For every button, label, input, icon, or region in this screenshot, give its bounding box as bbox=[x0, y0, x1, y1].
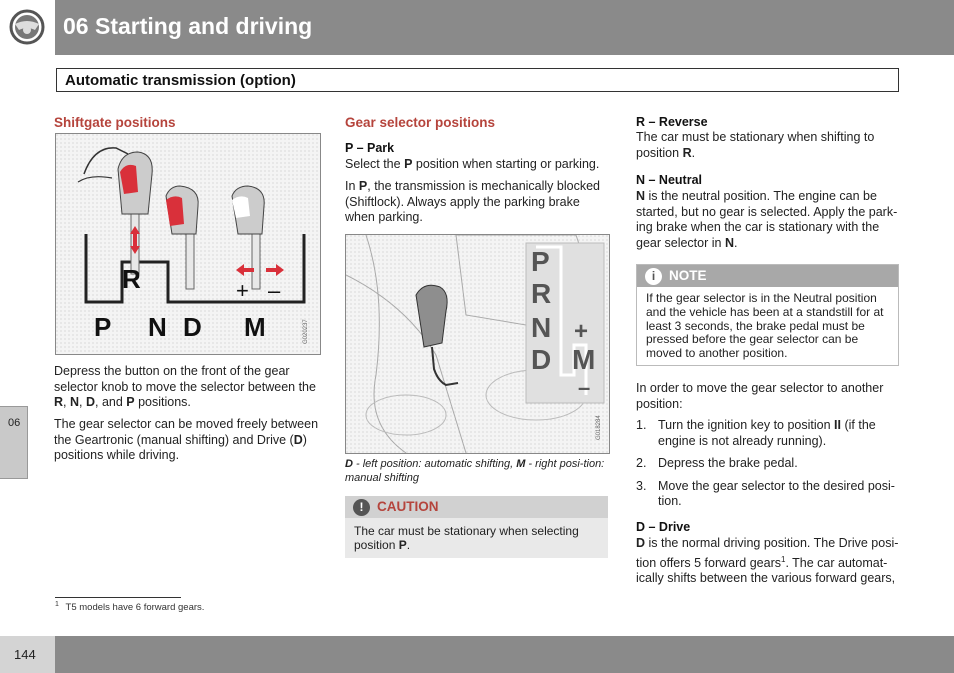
info-icon: i bbox=[645, 268, 662, 285]
drive-text: D is the normal driving position. The Drive posi-tion offers 5 forward gears$^1$. The car automat-ically shifts between the various forward gears, bbox=[636, 536, 899, 586]
selector-manual-plus: + bbox=[574, 318, 589, 345]
volvo-logo bbox=[0, 0, 55, 55]
selector-manual-minus: – bbox=[578, 375, 591, 400]
note-header bbox=[637, 265, 898, 287]
neutral-text: N is the neutral position. The engine can be started, but no gear is selected. Apply the park-ing brake when the car is stationary with the gear selector in N. bbox=[636, 189, 898, 250]
warning-icon: ! bbox=[353, 499, 370, 516]
move-intro: In order to move the gear selector to another position: bbox=[636, 381, 884, 411]
selector-gate-p: P bbox=[531, 246, 550, 277]
footnote-mark: 1 bbox=[55, 601, 59, 608]
caution-header bbox=[345, 496, 608, 518]
footnote bbox=[55, 601, 204, 613]
step-item bbox=[636, 479, 900, 510]
shiftgate-heading: Shiftgate positions bbox=[54, 115, 176, 130]
page-number: 144 bbox=[14, 647, 36, 662]
neutral-heading: N – Neutral bbox=[636, 173, 702, 187]
note-text: If the gear selector is in the Neutral position and the vehicle has been at a standstill for at least 3 seconds, the brake pedal must be pressed before the gear selector can be moved to another position. bbox=[646, 291, 884, 361]
shiftgate-figure bbox=[55, 133, 321, 355]
step-number: 3. bbox=[636, 478, 647, 493]
footer-bar bbox=[0, 636, 954, 673]
step-text: Depress the brake pedal. bbox=[658, 456, 798, 470]
chapter-title: 06 Starting and driving bbox=[63, 13, 313, 39]
gate-label-p: P bbox=[94, 312, 112, 342]
gate-label-plus: + bbox=[236, 278, 249, 303]
shiftgate-para-1: Depress the button on the front of the gear selector knob to move the selector between the R, N, D, and P positions. bbox=[54, 364, 316, 409]
selector-gate-d: D bbox=[531, 344, 552, 375]
park-para-2: In P, the transmission is mechanically blocked (Shiftlock). Always apply the parking brake when parking. bbox=[345, 179, 600, 224]
figure-code: G018284 bbox=[596, 415, 602, 440]
chapter-side-tab bbox=[0, 406, 28, 479]
gear-selector-caption: D - left position: automatic shifting, M - right posi-tion: manual shifting bbox=[345, 458, 605, 484]
shiftgate-para-2: The gear selector can be moved freely between the Geartronic (manual shifting) and Drive (D) positions while driving. bbox=[54, 417, 319, 462]
footnote-text: T5 models have 6 forward gears. bbox=[65, 602, 205, 614]
figure-code: G020237 bbox=[303, 319, 309, 344]
caution-box bbox=[345, 496, 608, 558]
caution-label: CAUTION bbox=[377, 499, 439, 514]
gate-label-n: N bbox=[148, 312, 167, 342]
selector-manual-m: M bbox=[572, 344, 596, 375]
gate-label-m: M bbox=[244, 312, 266, 342]
step-item bbox=[636, 456, 900, 472]
park-heading: P – Park bbox=[345, 141, 395, 155]
note-box bbox=[636, 264, 899, 366]
section-title: Automatic transmission (option) bbox=[65, 72, 296, 89]
gate-label-r: R bbox=[122, 264, 141, 294]
caution-text: The car must be stationary when selecting position P. bbox=[354, 524, 579, 552]
step-text: Turn the ignition key to position II (if the engine is not already running). bbox=[658, 418, 876, 448]
page-number-box bbox=[0, 636, 55, 673]
footnote-rule bbox=[55, 597, 181, 598]
reverse-text: The car must be stationary when shifting to position R. bbox=[636, 130, 875, 160]
gear-selector-figure bbox=[345, 234, 610, 454]
selector-gate-n: N bbox=[531, 312, 552, 343]
gate-label-minus: – bbox=[268, 278, 281, 303]
selector-gate-r: R bbox=[531, 278, 552, 309]
note-label: NOTE bbox=[669, 268, 707, 283]
step-item bbox=[636, 418, 900, 449]
step-number: 1. bbox=[636, 418, 647, 432]
park-para-1: Select the P position when starting or parking. bbox=[345, 157, 600, 171]
step-number: 2. bbox=[636, 456, 647, 470]
section-title-bar bbox=[56, 68, 899, 92]
steering-wheel-icon bbox=[0, 0, 55, 55]
gate-label-d: D bbox=[183, 312, 202, 342]
step-text: Move the gear selector to the desired posi-tion. bbox=[658, 478, 895, 508]
steps-list bbox=[636, 418, 900, 517]
side-tab-label: 06 bbox=[8, 417, 21, 429]
reverse-heading: R – Reverse bbox=[636, 115, 708, 129]
gear-selector-heading: Gear selector positions bbox=[345, 115, 496, 130]
drive-heading: D – Drive bbox=[636, 520, 691, 534]
